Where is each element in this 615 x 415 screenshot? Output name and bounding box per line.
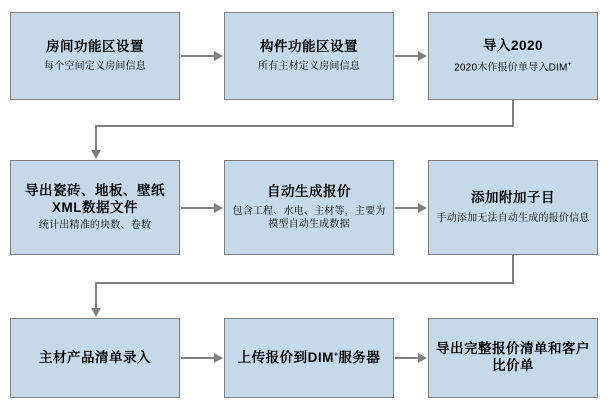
node-title: 导入2020 (482, 37, 544, 53)
arrow-n5-to-n6 (395, 207, 419, 209)
node-title: 导出完整报价清单和客户比价单 (436, 341, 590, 373)
node-material-product-list-entry[interactable] (10, 318, 180, 398)
node-import-2020[interactable] (428, 12, 598, 100)
node-title: 添加附加子目 (471, 190, 555, 206)
arrow-n1-to-n2 (181, 55, 215, 57)
node-desc: 所有主材定义房间信息 (258, 61, 360, 73)
node-title: 导出瓷砖、地板、壁纸XML数据文件 (25, 182, 165, 215)
node-room-function-setup[interactable] (10, 12, 180, 100)
plus-superscript: + (567, 60, 572, 68)
plus-superscript: + (333, 351, 339, 359)
node-title: 上传报价到DIM+服务器 (237, 349, 381, 365)
arrow-n2-to-n3 (395, 55, 419, 57)
node-desc: 包含工程、水电、主材等，主要为模型自动生成数据 (232, 206, 386, 231)
arrow-n7-to-n8 (181, 357, 215, 359)
node-upload-quote-to-server[interactable] (224, 318, 394, 398)
node-auto-generate-quote[interactable] (224, 160, 394, 255)
node-desc: 每个空间定义房间信息 (44, 61, 146, 73)
node-component-function-setup[interactable] (224, 12, 394, 100)
arrow-n4-to-n5 (181, 207, 215, 209)
node-desc: 2020木作报价单导入DIM+ (454, 60, 572, 74)
node-title: 构件功能区设置 (260, 38, 358, 54)
node-title: 房间功能区设置 (46, 38, 144, 54)
node-desc: 手动添加无法自动生成的报价信息 (436, 212, 590, 224)
node-desc: 统计出精准的块数、卷数 (38, 220, 152, 232)
arrow-n8-to-n9 (395, 357, 419, 359)
node-export-full-quote[interactable] (428, 318, 598, 398)
node-title: 自动生成报价 (267, 183, 351, 199)
node-title: 主材产品清单录入 (39, 349, 151, 365)
node-add-extra-items[interactable] (428, 160, 598, 255)
node-export-xml-data[interactable] (10, 160, 180, 255)
